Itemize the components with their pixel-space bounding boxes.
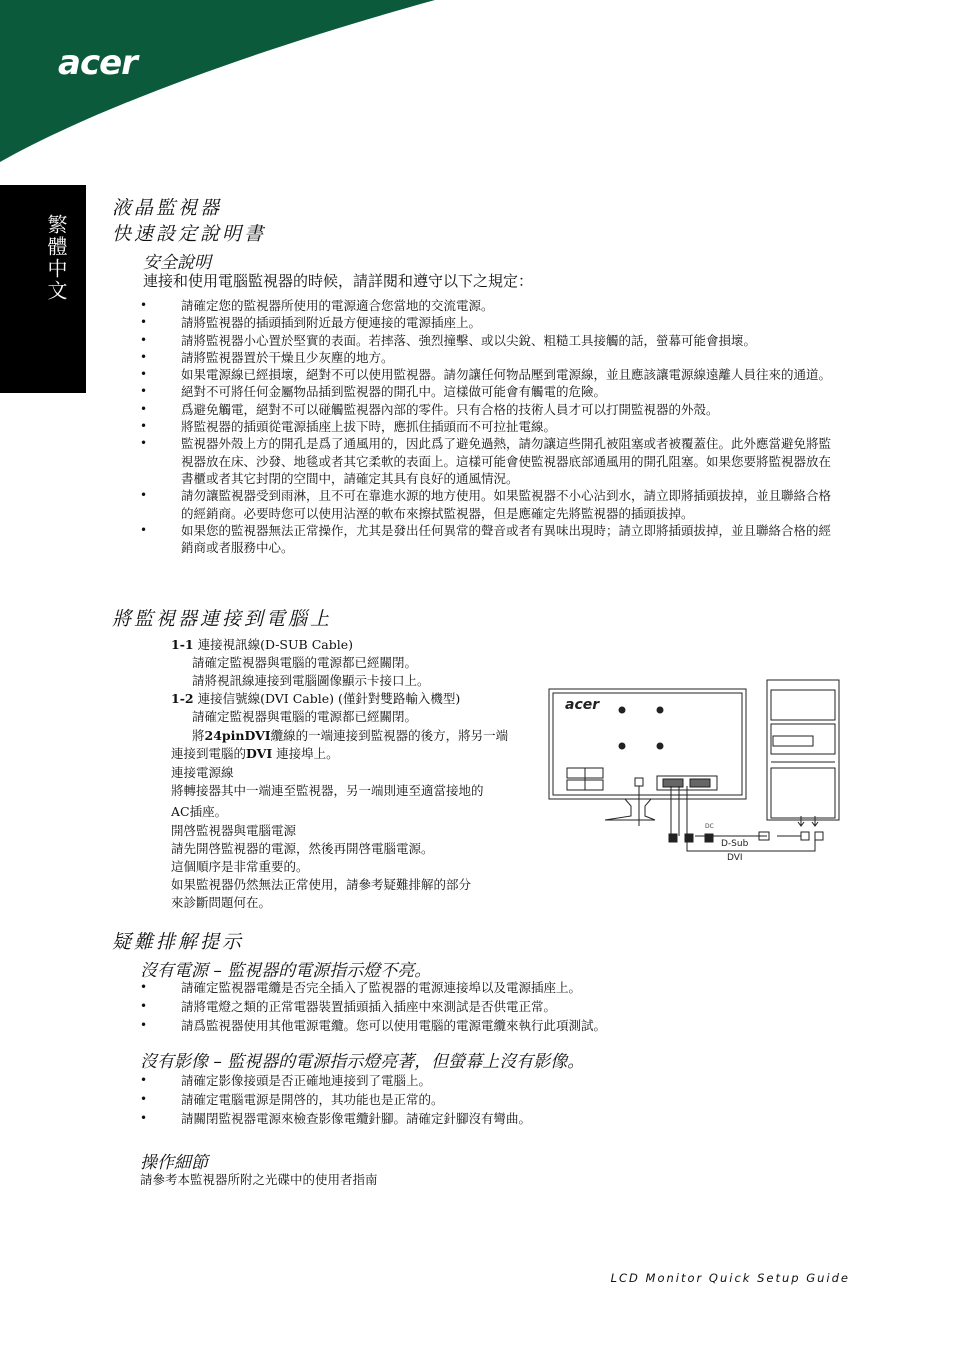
power-on-text: 如果監視器仍然無法正常使用，請參考疑難排解的部分 [171, 877, 472, 892]
power-text: AC插座。 [171, 804, 228, 819]
list-item: • 請將電燈之類的正常電器裝置插頭插入插座中來測試是否供電正常。 [140, 997, 840, 1016]
details-heading: 操作細節 [140, 1153, 208, 1173]
step-text-dvi-2: 連接到電腦的DVI 連接埠上。 [171, 746, 339, 761]
step-title: 連接視訊線(D-SUB Cable) [197, 637, 353, 652]
list-item: • 請確定您的監視器所使用的電源適合您當地的交流電源。 [140, 297, 837, 314]
power-text: 將轉接器其中一端連至監視器，另一端則連至適當接地的 [171, 783, 484, 798]
dc-port [635, 778, 643, 786]
no-power-list [140, 978, 840, 1035]
monitor-logo: acer [565, 697, 600, 713]
connect-heading: 將監視器連接到電腦上 [112, 608, 333, 630]
pc-tower [767, 680, 839, 820]
list-item: • 絕對不可將任何金屬物品插到監視器的開孔中。這樣做可能會有觸電的危險。 [140, 383, 837, 400]
list-item: • 請確定電腦電源是開啓的，其功能也是正常的。 [140, 1090, 840, 1109]
list-item: • 請將監視器的插頭插到附近最方便連接的電源插座上。 [140, 314, 837, 331]
list-item: • 將監視器的插頭從電源插座上拔下時，應抓住插頭而不可拉扯電線。 [140, 418, 837, 435]
details-text: 請參考本監視器所附之光碟中的使用者指南 [140, 1172, 378, 1187]
doc-title-line1: 液晶監視器 [112, 197, 223, 219]
power-on-text: 這個順序是非常重要的。 [171, 859, 309, 874]
screw-hole [619, 743, 625, 749]
power-on-text: 來診斷問題何在。 [171, 895, 272, 910]
step-text: 請確定監視器與電腦的電源都已經關閉。 [192, 709, 418, 724]
dvi-label: DVI [727, 853, 743, 863]
list-item: • 爲避免觸電，絕對不可以碰觸監視器內部的零件。只有合格的技術人員才可以打開監視器的外殼。 [140, 401, 837, 418]
step-1-2 [171, 690, 460, 708]
footer-title: LCD Monitor Quick Setup Guide [610, 1271, 850, 1285]
connection-diagram [545, 676, 845, 866]
step-text: 請確定監視器與電腦的電源都已經關閉。 [192, 655, 418, 670]
step-text-dvi-1: 將24pinDVI纜線的一端連接到監視器的後方，將另一端 [192, 728, 509, 743]
list-item: • 請確定監視器電纜是否完全插入了監視器的電源連接埠以及電源插座上。 [140, 978, 840, 997]
screw-hole [657, 743, 663, 749]
list-item: • 如果電源線已經損壞，絕對不可以使用監視器。請勿讓任何物品壓到電源線，並且應該讓電源線遠離人員往來的通道。 [140, 366, 837, 383]
power-title: 連接電源線 [171, 765, 234, 780]
dsub-label: D-Sub [721, 839, 749, 849]
power-on-title: 開啓監視器與電腦電源 [171, 823, 297, 838]
list-item: • 如果您的監視器無法正常操作，尤其是發出任何異常的聲音或者有異味出現時；請立即將插頭拔掉，並且聯絡合格的經銷商或者服務中心。 [140, 522, 837, 557]
step-1-1 [171, 636, 353, 654]
monitor-stand [605, 799, 655, 820]
screw-hole [657, 707, 663, 713]
step-number: 1-1 [171, 637, 194, 652]
list-item: • 請爲監視器使用其他電源電纜。您可以使用電腦的電源電纜來執行此項測試。 [140, 1016, 840, 1035]
safety-intro: 連接和使用電腦監視器的時候，請詳閱和遵守以下之規定： [143, 272, 534, 290]
no-image-heading: 沒有影像 – 監視器的電源指示燈亮著，但螢幕上沒有影像。 [140, 1052, 585, 1072]
trouble-heading: 疑難排解提示 [112, 931, 245, 953]
power-on-text: 請先開啓監視器的電源，然後再開啓電腦電源。 [171, 841, 434, 856]
dc-label: DC [705, 823, 714, 830]
list-item: • 請關閉監視器電源來檢查影像電纜針腳。請確定針腳沒有彎曲。 [140, 1109, 840, 1128]
step-text: 請將視訊線連接到電腦圖像顯示卡接口上。 [192, 673, 430, 688]
screw-hole [619, 707, 625, 713]
list-item: • 監視器外殼上方的開孔是爲了通風用的，因此爲了避免過熱，請勿讓這些開孔被阻塞或者被覆蓋住。此外應當避免將監視器放在床、沙發、地毯或者其它柔軟的表面上。這樣可能會使監視器底部通風用的開孔阻塞。如果您要將監視器放在書櫃或者其它封閉的空間中，請確定其具有良好的通風情況。 [140, 435, 837, 487]
acer-logo: acer [58, 43, 137, 83]
step-title: 連接信號線(DVI Cable) (僅針對雙路輸入機型) [197, 691, 461, 706]
list-item: • 請將監視器置於干燥且少灰塵的地方。 [140, 349, 837, 366]
no-image-list [140, 1071, 840, 1128]
language-tab-label: 繁體中文 [44, 214, 68, 302]
safety-heading: 安全說明 [143, 253, 211, 273]
step-number: 1-2 [171, 691, 194, 706]
no-power-heading: 沒有電源 – 監視器的電源指示燈不亮。 [140, 961, 432, 981]
list-item: • 請將監視器小心置於堅實的表面。若摔落、強烈撞擊、或以尖銳、粗糙工具接觸的話，螢幕可能會損壞。 [140, 332, 837, 349]
safety-list [140, 297, 837, 556]
list-item: • 請勿讓監視器受到雨淋，且不可在靠進水源的地方使用。如果監視器不小心沾到水，請立即將插頭拔掉，並且聯絡合格的經銷商。必要時您可以使用沾溼的軟布來擦拭監視器，但是應確定先將監視器的插頭拔掉。 [140, 487, 837, 522]
header-banner [0, 0, 954, 170]
list-item: • 請確定影像接頭是否正確地連接到了電腦上。 [140, 1071, 840, 1090]
doc-title-line2: 快速設定說明書 [112, 223, 267, 245]
